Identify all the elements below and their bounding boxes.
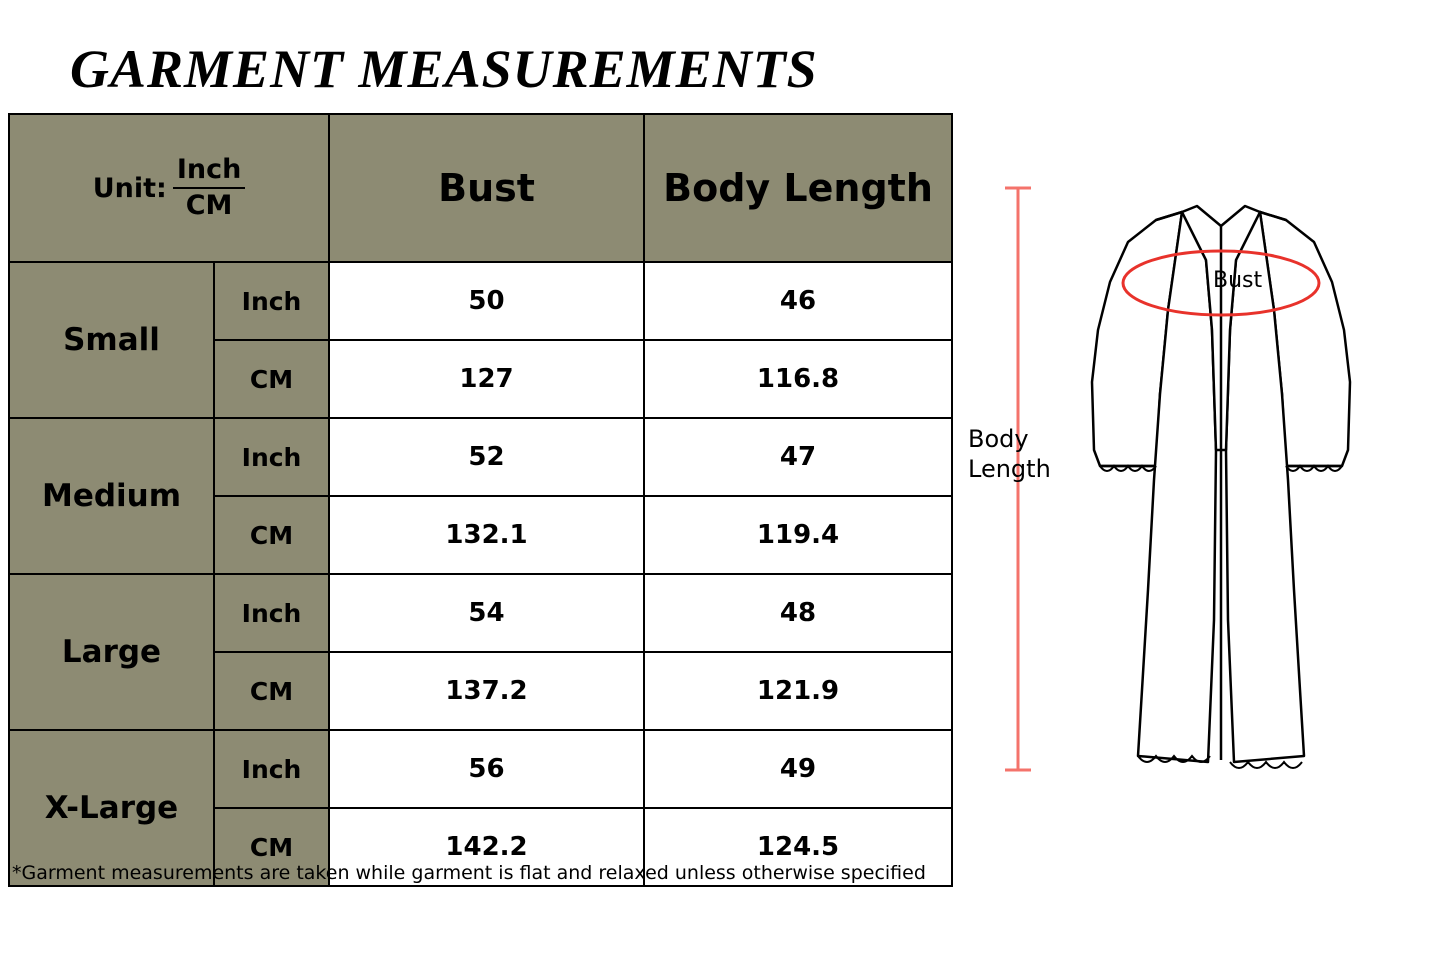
value-large-inch-bust: 54 <box>329 574 644 652</box>
size-label-medium: Medium <box>9 418 214 574</box>
value-x-large-inch-bust: 56 <box>329 730 644 808</box>
table-row <box>9 262 952 340</box>
unit-label-small-cm: CM <box>214 340 329 418</box>
value-small-cm-body-length: 116.8 <box>644 340 952 418</box>
size-label-small: Small <box>9 262 214 418</box>
unit-label-large-cm: CM <box>214 652 329 730</box>
value-small-cm-bust: 127 <box>329 340 644 418</box>
value-medium-inch-body-length: 47 <box>644 418 952 496</box>
unit-label-large-inch: Inch <box>214 574 329 652</box>
unit-denominator: CM <box>185 190 233 221</box>
value-x-large-inch-body-length: 49 <box>644 730 952 808</box>
size-label-large: Large <box>9 574 214 730</box>
unit-header-cell <box>9 114 329 262</box>
value-small-inch-bust: 50 <box>329 262 644 340</box>
page-title: GARMENT MEASUREMENTS <box>70 39 818 99</box>
value-medium-inch-bust: 52 <box>329 418 644 496</box>
unit-label-small-inch: Inch <box>214 262 329 340</box>
unit-label-medium-inch: Inch <box>214 418 329 496</box>
value-large-cm-body-length: 121.9 <box>644 652 952 730</box>
unit-label-medium-cm: CM <box>214 496 329 574</box>
table-row <box>9 418 952 496</box>
value-x-large-cm-bust: 142.2 <box>329 808 644 886</box>
table-row <box>9 730 952 808</box>
value-large-cm-bust: 137.2 <box>329 652 644 730</box>
value-small-inch-body-length: 46 <box>644 262 952 340</box>
measurement-footnote: *Garment measurements are taken while garment is flat and relaxed unless otherwise specified <box>12 862 926 884</box>
value-large-inch-body-length: 48 <box>644 574 952 652</box>
column-header-bust: Bust <box>329 114 644 262</box>
unit-label-x-large-inch: Inch <box>214 730 329 808</box>
value-medium-cm-bust: 132.1 <box>329 496 644 574</box>
body-length-label <box>968 424 1051 484</box>
column-header-body-length: Body Length <box>644 114 952 262</box>
unit-numerator: Inch <box>173 155 246 189</box>
bust-label: Bust <box>1213 268 1263 293</box>
value-x-large-cm-body-length: 124.5 <box>644 808 952 886</box>
value-medium-cm-body-length: 119.4 <box>644 496 952 574</box>
body-length-label-line2: Length <box>968 455 1051 483</box>
unit-label: Unit: <box>92 172 167 204</box>
garment-measurements-table <box>8 113 953 887</box>
table-header-row <box>9 114 952 262</box>
table-row <box>9 574 952 652</box>
unit-label-x-large-cm: CM <box>214 808 329 886</box>
size-label-x-large: X-Large <box>9 730 214 886</box>
body-length-label-line1: Body <box>968 425 1029 453</box>
